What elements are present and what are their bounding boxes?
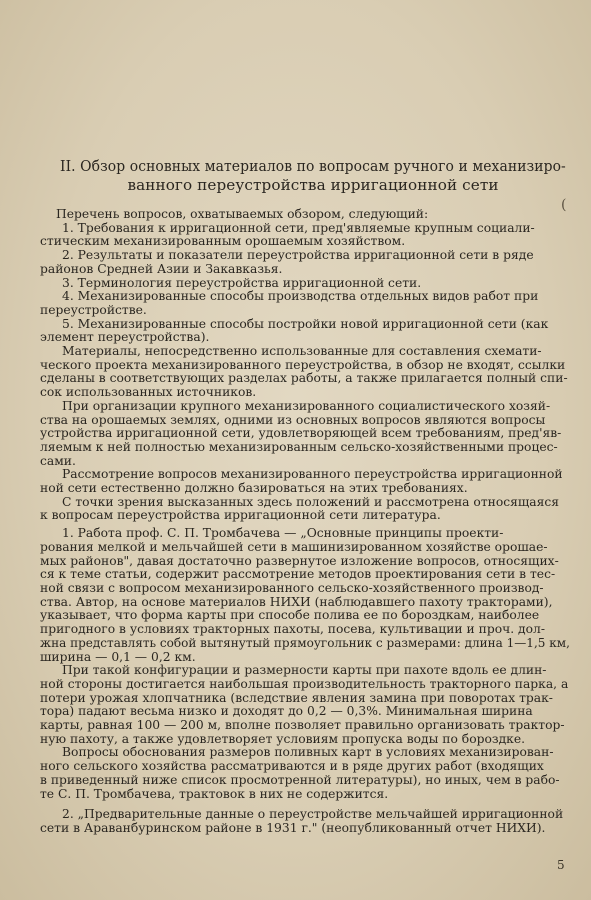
text-line: сети в Араванбуринском районе в 1931 г." (неопубликованный отчет НИХИ). — [40, 820, 546, 835]
text-line: мых районов", давая достаточно развернутое изложение вопросов, относящих- — [40, 553, 559, 568]
page-number: 5 — [557, 858, 565, 872]
list-item-5: 5. Механизированные способы постройки новой ирригационной сети (как — [62, 316, 549, 331]
paragraph-start: С точки зрения высказанных здесь положений и рассмотрена относящаяся — [62, 494, 560, 509]
paragraph-start: При такой конфигурации и размерности карты при пахоте вдоль ее длин- — [62, 663, 547, 678]
heading-line: II. Обзор основных материалов по вопросам ручного и механизиро- — [60, 157, 566, 175]
text-line: в приведенный ниже список просмотренной литературы), но иных, чем в рабо- — [40, 772, 560, 787]
list-item-4: 4. Механизированные способы производства отдельных видов работ при — [62, 289, 539, 304]
text-line: рования мелкой и мельчайшей сети в машинизированном хозяйстве орошае- — [40, 539, 548, 554]
text-line: ства. Автор, на основе материалов НИХИ (наблюдавшего пахоту тракторами), — [40, 594, 553, 609]
paragraph-start: При организации крупного механизированного социалистического хозяй- — [62, 398, 551, 413]
text-line: потери урожая хлопчатника (вследствие явления замина при поворотах трак- — [40, 690, 553, 705]
text-line: пригодного в условиях тракторных пахоты, посева, культивации и проч. дол- — [40, 622, 545, 637]
text-line: ся к теме статьи, содержит рассмотрение методов проектирования сети в тес- — [40, 567, 556, 582]
paragraph-start: Материалы, непосредственно использованные для составления схемати- — [62, 344, 542, 359]
list-item-2: 2. Результаты и показатели переустройства ирригационной сети в ряде — [62, 248, 534, 263]
text-line: ную пахоту, а также удовлетворяет условиям пропуска воды по бороздке. — [40, 731, 526, 746]
text-line: карты, равная 100 — 200 м, вполне позволяет правильно организовать трактор- — [40, 718, 565, 733]
text-line: элемент переустройства). — [40, 330, 210, 345]
reference-1-start: 1. Работа проф. С. П. Тромбачева — „Основные принципы проекти- — [62, 526, 504, 541]
list-item-1: 1. Требования к ирригационной сети, пред'являемые крупным социали- — [62, 220, 535, 235]
text-line: ляемым к ней полностью механизированным сельско-хозяйственными процес- — [40, 439, 558, 454]
text-line: тора) падают весьма низко и доходят до 0,2 — 0,3%. Минимальная ширина — [40, 704, 533, 719]
text-line: переустройстве. — [40, 302, 147, 317]
text-line: жна представлять собой вытянутый прямоугольник с размерами: длина 1—1,5 км, — [40, 635, 570, 650]
reference-2-start: 2. „Предварительные данные о переустройстве мельчайшей ирригационной — [62, 807, 564, 822]
text-line: указывает, что форма карты при способе полива ее по бороздкам, наиболее — [40, 608, 540, 623]
list-item-3: 3. Терминология переустройства ирригационной сети. — [62, 275, 422, 290]
text-line: ства на орошаемых землях, одними из основных вопросов являются вопросы — [40, 412, 546, 427]
text-line: ного сельского хозяйства рассматриваются и в ряде других работ (входящих — [40, 759, 544, 774]
paragraph-start: Рассмотрение вопросов механизированного переустройства ирригационной — [62, 467, 563, 482]
text-line: ной сети естественно должно базироваться на этих требованиях. — [40, 481, 468, 496]
text-line: районов Средней Азии и Закавказья. — [40, 261, 283, 276]
text-line: ной стороны достигается наибольшая производительность тракторного парка, а — [40, 676, 569, 691]
document-body — [40, 208, 570, 836]
text-line: те С. П. Тромбачева, трактовок в них не содержится. — [40, 786, 389, 801]
heading-line: ванного переустройства ирригационной сети — [127, 175, 499, 194]
paragraph-start: Вопросы обоснования размеров поливных карт в условиях механизирован- — [62, 745, 554, 760]
text-line: ширина — 0,1 — 0,2 км. — [40, 649, 196, 664]
text-line: ческого проекта механизированного переустройства, в обзор не входят, ссылки — [40, 357, 566, 372]
text-line: Перечень вопросов, охватываемых обзором, следующий: — [56, 207, 429, 221]
section-heading — [60, 157, 566, 194]
text-line: ной связи с вопросом механизированного сельско-хозяйственного производ- — [40, 580, 544, 595]
margin-mark: ( — [561, 197, 567, 213]
text-line: сами. — [40, 453, 76, 468]
text-line: сделаны в соответствующих разделах работы, а также прилагается полный спи- — [40, 371, 568, 386]
text-line: сок использованных источников. — [40, 385, 257, 400]
text-line: стическим механизированным орошаемым хозяйством. — [40, 234, 406, 249]
text-line: к вопросам переустройства ирригационной сети литература. — [40, 508, 441, 523]
text-line: устройства ирригационной сети, удовлетворяющей всем требованиям, пред'яв- — [40, 426, 562, 441]
